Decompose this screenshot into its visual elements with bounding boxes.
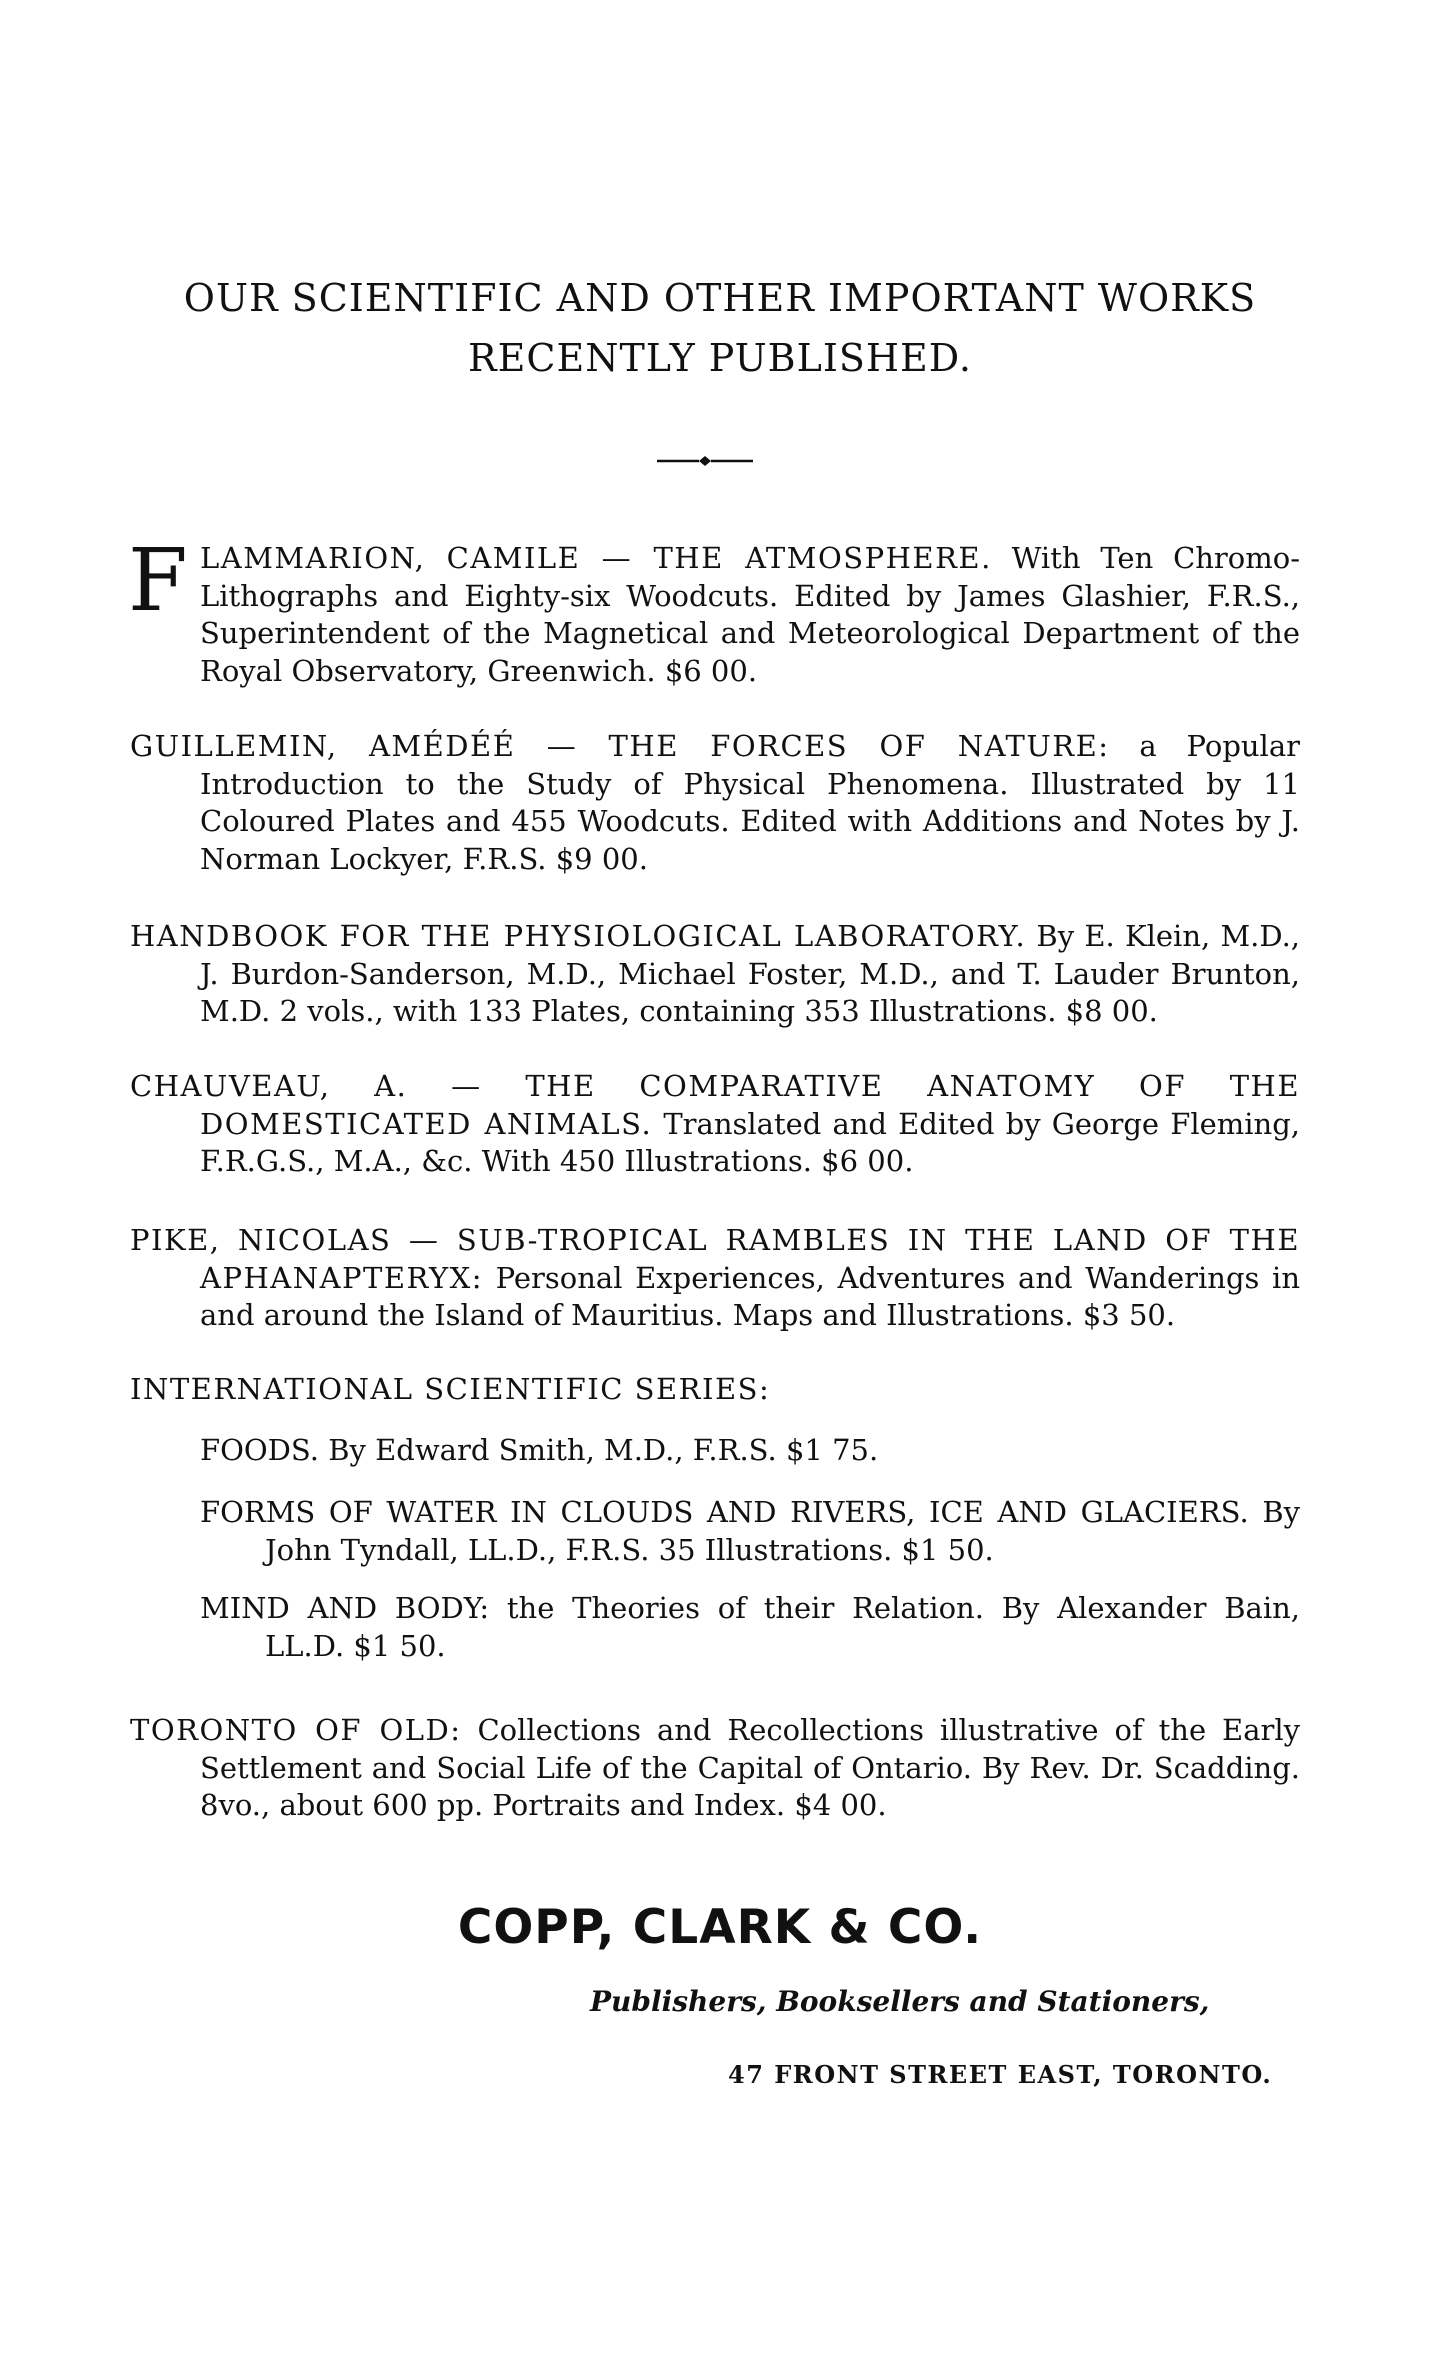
- series-item-body: By Edward Smith, M.D., F.R.S.: [328, 1433, 777, 1467]
- entry-chauveau: [130, 1068, 1300, 1181]
- page-heading: [120, 268, 1320, 388]
- publisher-description: Publishers, Booksellers and Stationers,: [590, 1985, 1210, 2018]
- entry-body: With Ten Chromo-Lithographs and Eighty-six Woodcuts. Edited by James Glashier, F.R.S., Superintendent of the Magnetical and Meteorological Department of the Royal Observatory, Greenwich.: [200, 541, 1301, 688]
- series-item-mind: [200, 1590, 1300, 1665]
- entry-price: $6 00.: [664, 653, 758, 688]
- entry-toronto: [130, 1712, 1301, 1825]
- entry-pike: [130, 1222, 1300, 1335]
- series-item-price: $1 50.: [353, 1628, 446, 1663]
- entry-body: Translated and Edited by George Fleming, F.R.G.S., M.A., &c. With 450 Illustrations.: [200, 1106, 1300, 1178]
- entry-price: $8 00.: [1065, 994, 1158, 1028]
- entry-head: LAMMARION, CAMILE — THE ATMOSPHERE.: [200, 541, 992, 575]
- series-item-price: $1 75.: [785, 1433, 879, 1467]
- entry-head: CHAUVEAU, A. — THE COMPARATIVE ANATOMY OF THE DOMESTICATED ANIMALS.: [130, 1069, 1300, 1141]
- entry-head: PIKE, NICOLAS — SUB-TROPICAL RAMBLES IN THE LAND OF THE APHANAPTERYX:: [130, 1223, 1300, 1295]
- entry-price: $6 00.: [821, 1144, 914, 1178]
- drop-cap: F: [128, 531, 188, 631]
- series-item-body: the Theories of their Relation. By Alexander Bain, LL.D.: [265, 1591, 1300, 1663]
- series-item-water: [200, 1494, 1301, 1569]
- ornament-divider: [655, 455, 755, 467]
- entry-head: TORONTO OF OLD:: [130, 1713, 462, 1747]
- entry-body: Personal Experiences, Adventures and Wanderings in and around the Island of Mauritius. Maps and Illustrations.: [200, 1260, 1300, 1332]
- entry-body: By E. Klein, M.D., J. Burdon-Sanderson, M.D., Michael Foster, M.D., and T. Lauder Brunton, M.D. 2 vols., with 133 Plates, containing 353 Illustrations.: [200, 919, 1301, 1028]
- publisher-address: 47 FRONT STREET EAST, TORONTO.: [728, 2060, 1273, 2089]
- entry-body: Collections and Recollections illustrative of the Early Settlement and Social Life of the Capital of Ontario. By Rev. Dr. Scadding. 8vo., about 600 pp. Portraits and Index.: [200, 1713, 1301, 1822]
- series-item-head: MIND AND BODY:: [200, 1591, 490, 1625]
- entry-handbook: [130, 918, 1301, 1031]
- entry-price: $9 00.: [555, 841, 648, 876]
- series-item-foods: [200, 1432, 1300, 1470]
- heading-line-1: OUR SCIENTIFIC AND OTHER IMPORTANT WORKS: [183, 276, 1257, 320]
- entry-head: GUILLEMIN, AMÉDÉÉ — THE FORCES OF NATURE:: [130, 729, 1110, 763]
- publisher-name: COPP, CLARK & CO.: [457, 1900, 983, 1955]
- heading-line-2: RECENTLY PUBLISHED.: [468, 336, 972, 380]
- entry-head: HANDBOOK FOR THE PHYSIOLOGICAL LABORATORY.: [130, 919, 1027, 953]
- series-item-price: $1 50.: [901, 1532, 994, 1567]
- entry-guillemin: [130, 728, 1300, 878]
- series-item-head: FORMS OF WATER IN CLOUDS AND RIVERS, ICE AND GLACIERS.: [200, 1495, 1249, 1529]
- series-title: INTERNATIONAL SCIENTIFIC SERIES:: [130, 1372, 771, 1406]
- entry-flammarion: [200, 540, 1300, 690]
- series-item-body: By John Tyndall, LL.D., F.R.S. 35 Illustrations.: [265, 1495, 1301, 1567]
- entry-body: a Popular Introduction to the Study of Physical Phenomena. Illustrated by 11 Coloured Plates and 455 Woodcuts. Edited with Additions and Notes by J. Norman Lockyer, F.R.S.: [200, 729, 1300, 876]
- entry-price: $4 00.: [794, 1788, 887, 1822]
- series-item-head: FOODS.: [200, 1433, 319, 1467]
- entry-price: $3 50.: [1082, 1298, 1176, 1332]
